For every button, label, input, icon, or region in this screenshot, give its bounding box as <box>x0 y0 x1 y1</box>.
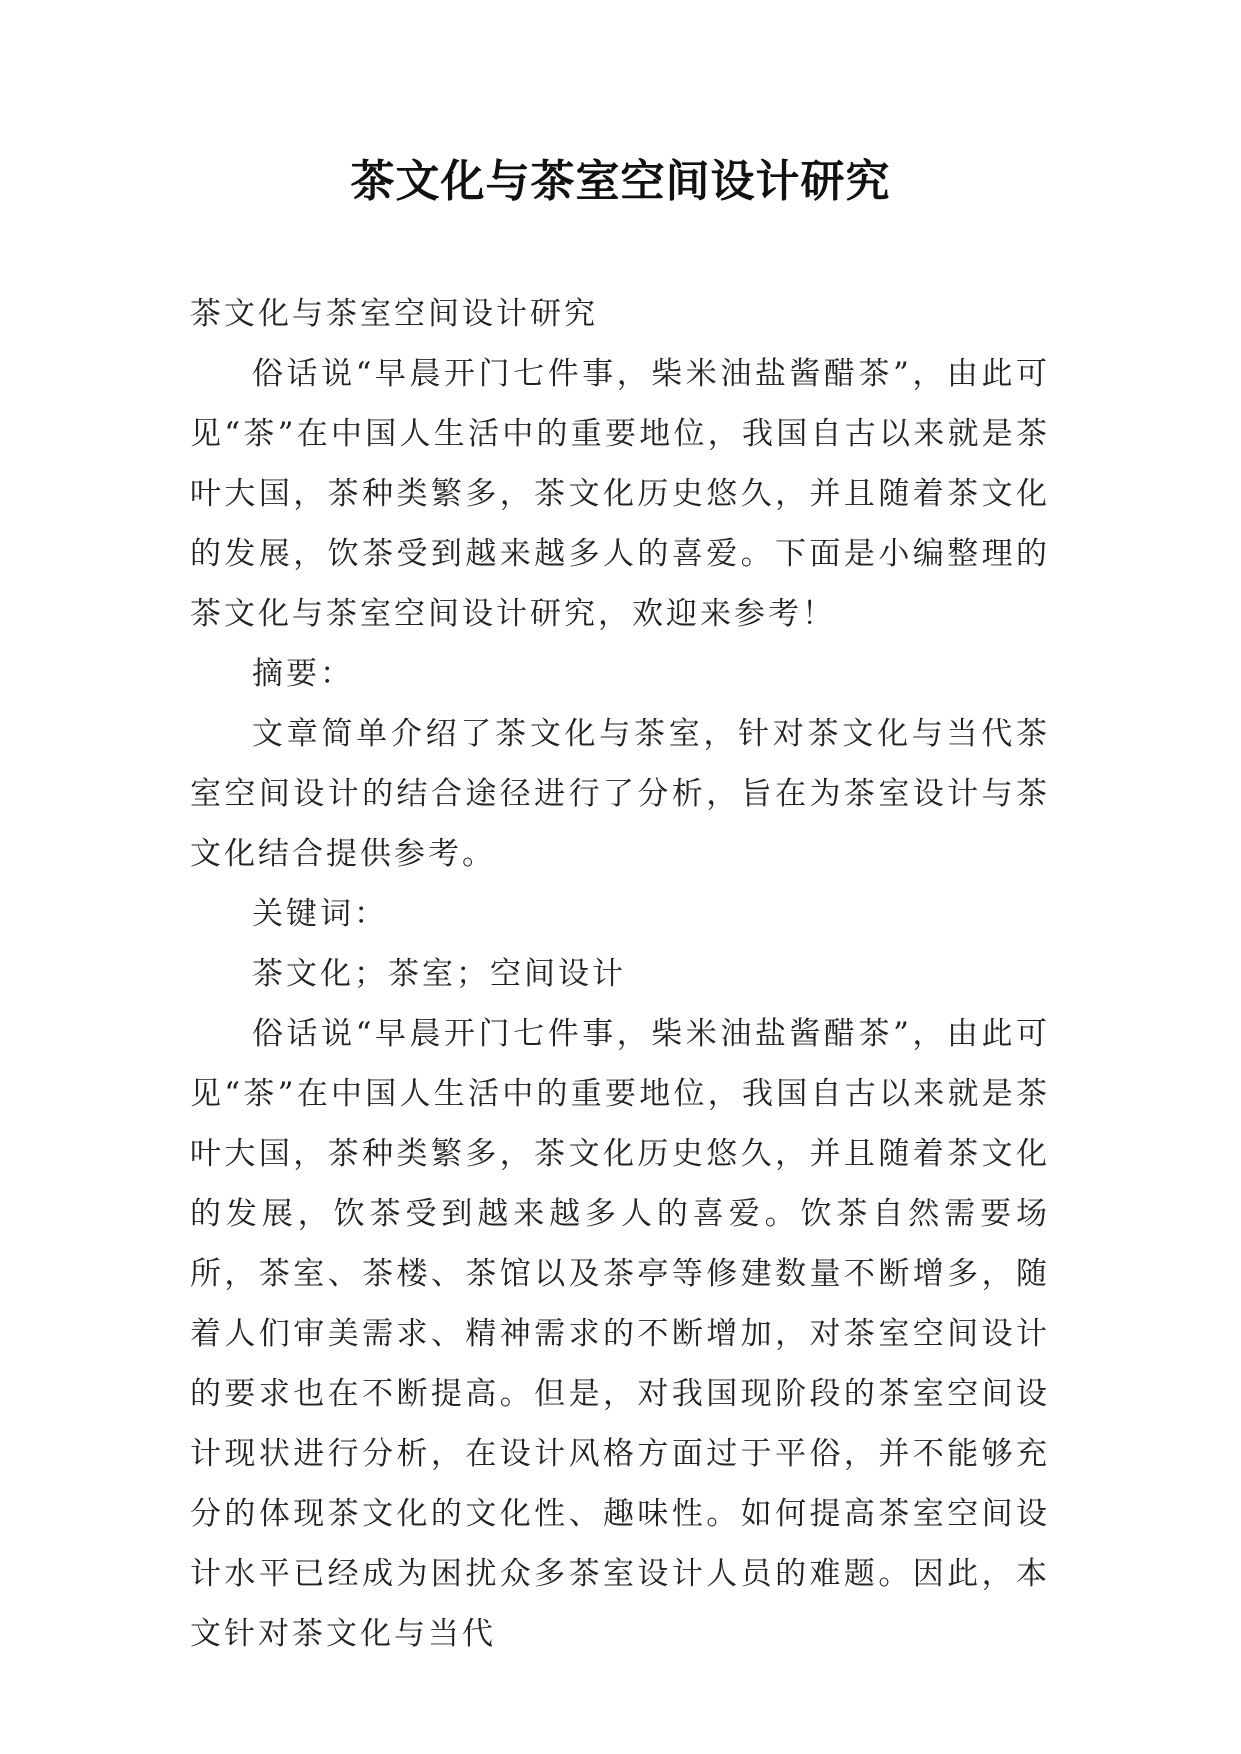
document-title: 茶文化与茶室空间设计研究 <box>350 156 891 207</box>
document-body <box>190 284 1050 1664</box>
keywords-text: 茶文化；茶室；空间设计 <box>252 956 626 992</box>
keywords-heading: 关键词： <box>252 896 388 932</box>
body-paragraph-main: 俗话说“早晨开门七件事，柴米油盐酱醋茶”，由此可见“茶”在中国人生活中的重要地位，我国自古以来就是茶叶大国，茶种类繁多，茶文化历史悠久，并且随着茶文化的发展，饮茶受到越来越多人的喜爱。饮茶自然需要场所，茶室、茶楼、茶馆以及茶亭等修建数量不断增多，随着人们审美需求、精神需求的不断增加，对茶室空间设计的要求也在不断提高。但是，对我国现阶段的茶室空间设计现状进行分析，在设计风格方面过于平俗，并不能够充分的体现茶文化的文化性、趣味性。如何提高茶室空间设计水平已经成为困扰众多茶室设计人员的难题。因此，本文针对茶文化与当代 <box>190 1016 1050 1652</box>
abstract-text: 文章简单介绍了茶文化与茶室，针对茶文化与当代茶室空间设计的结合途径进行了分析，旨在为茶室设计与茶文化结合提供参考。 <box>190 716 1050 872</box>
body-paragraph-intro: 俗话说“早晨开门七件事，柴米油盐酱醋茶”，由此可见“茶”在中国人生活中的重要地位，我国自古以来就是茶叶大国，茶种类繁多，茶文化历史悠久，并且随着茶文化的发展，饮茶受到越来越多人的喜爱。下面是小编整理的茶文化与茶室空间设计研究，欢迎来参考！ <box>190 356 1050 632</box>
abstract-heading: 摘要： <box>252 656 354 692</box>
body-paragraph-subtitle: 茶文化与茶室空间设计研究 <box>190 296 598 332</box>
